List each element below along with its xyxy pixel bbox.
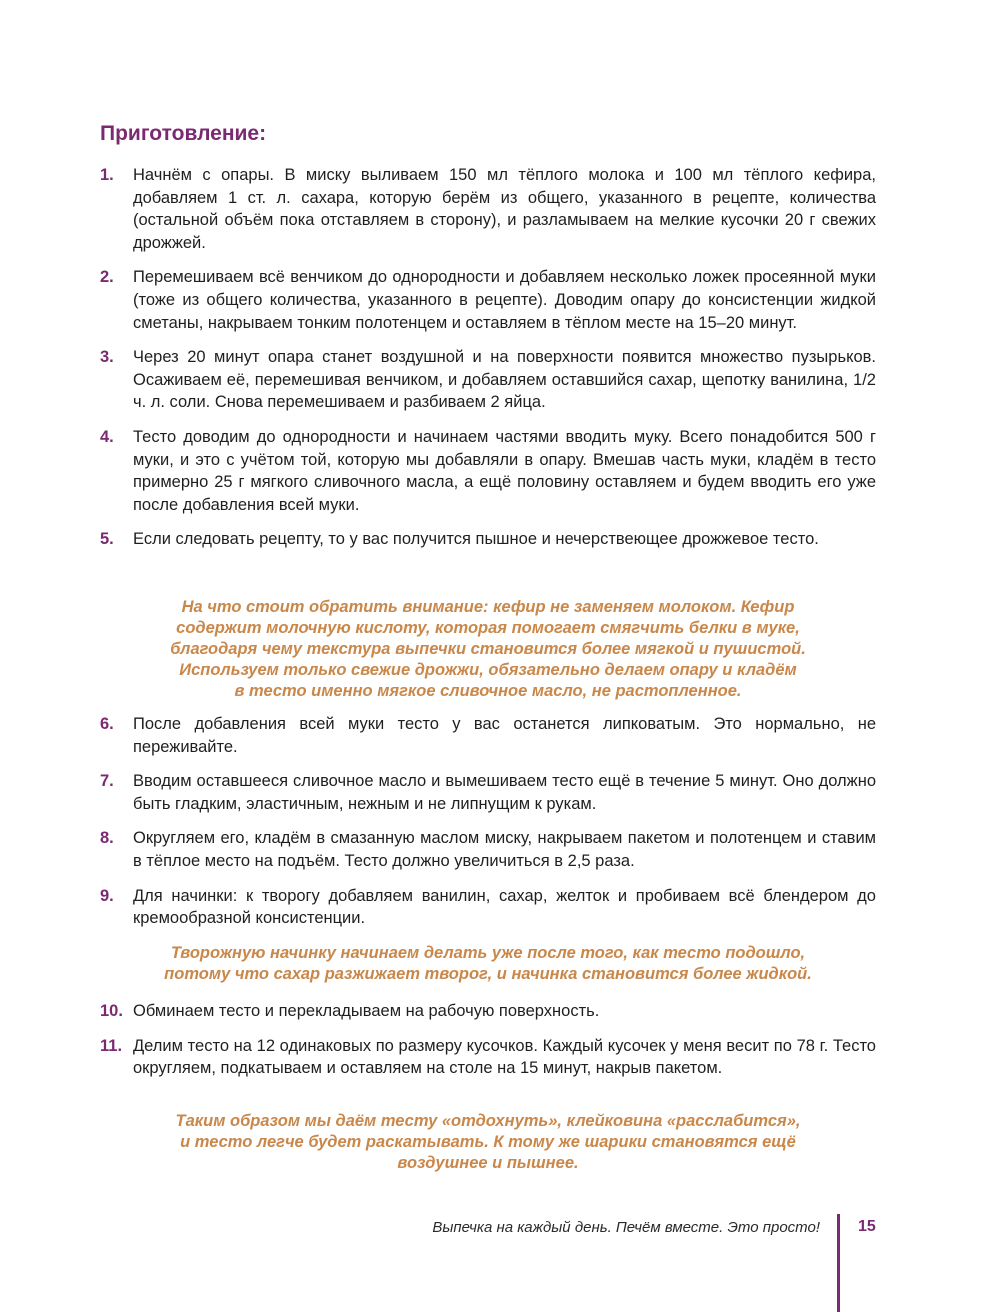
- step-8: [100, 827, 876, 872]
- steps-list: [100, 713, 876, 930]
- step-number: 4.: [100, 427, 114, 446]
- step-text: Вводим оставшееся сливочное масло и вымешиваем тесто ещё в течение 5 минут. Оно должно быть гладким, эластичным, нежным и не липнущим к рукам.: [133, 772, 876, 813]
- tip-line: воздушнее и пышнее.: [397, 1154, 579, 1172]
- steps-list: [100, 164, 876, 551]
- footer-divider: [837, 1214, 840, 1312]
- tip-line: в тесто именно мягкое сливочное масло, не растопленное.: [234, 682, 742, 700]
- step-text: Округляем его, кладём в смазанную маслом миску, накрываем пакетом и полотенцем и ставим в тёплое место на подъём. Тесто должно увеличиться в 2,5 раза.: [133, 829, 876, 870]
- tip-line: На что стоит обратить внимание: кефир не заменяем молоком. Кефир: [181, 598, 795, 616]
- step-text: Обминаем тесто и перекладываем на рабочую поверхность.: [133, 1002, 600, 1020]
- steps-list: [100, 1000, 876, 1080]
- tip-line: потому что сахар разжижает творог, и начинка становится более жидкой.: [164, 965, 812, 983]
- step-text: Делим тесто на 12 одинаковых по размеру кусочков. Каждый кусочек у меня весит по 78 г. Тесто округляем, подкатываем и оставляем на столе на 15 минут, накрыв пакетом.: [133, 1036, 876, 1078]
- tip-line: Таким образом мы даём тесту «отдохнуть», клейковина «расслабится»,: [175, 1112, 801, 1130]
- step-3: [100, 346, 876, 414]
- tip-line: и тесто легче будет раскатывать. К тому же шарики становятся ещё: [180, 1133, 796, 1151]
- step-number: 6.: [100, 715, 114, 733]
- step-number: 1.: [100, 166, 114, 184]
- step-text: Для начинки: к творогу добавляем ванилин, сахар, желток и пробиваем всё блендером до кремообразной консистенции.: [133, 886, 876, 928]
- step-number: 10.: [100, 1002, 123, 1020]
- step-10: [100, 1000, 876, 1023]
- tip-callout-1: [118, 597, 858, 702]
- tip-line: содержит молочную кислоту, которая помогает смягчить белки в муке,: [176, 619, 800, 637]
- step-text: Если следовать рецепту, то у вас получится пышное и нечерствеющее дрожжевое тесто.: [133, 530, 819, 549]
- step-text: Через 20 минут опара станет воздушной и на поверхности появится множество пузырьков. Осаживаем её, перемешивая венчиком, и добавляем оставшийся сахар, щепотку ванилина, 1/2 ч. л. соли. Снова перемешиваем и разбиваем 2 яйца.: [133, 348, 876, 412]
- step-number: 5.: [100, 530, 114, 549]
- step-number: 9.: [100, 886, 114, 905]
- tip-line: Используем только свежие дрожжи, обязательно делаем опару и кладём: [179, 661, 797, 679]
- step-number: 8.: [100, 829, 114, 848]
- step-4: [100, 426, 876, 516]
- step-number: 7.: [100, 772, 114, 791]
- tip-callout-2: [118, 943, 858, 985]
- footer-book-title: Выпечка на каждый день. Печём вместе. Это просто!: [432, 1219, 820, 1236]
- tip-line: Творожную начинку начинаем делать уже после того, как тесто подошло,: [170, 944, 806, 962]
- step-text: После добавления всей муки тесто у вас останется липковатым. Это нормально, не переживайте.: [133, 715, 876, 756]
- step-number: 3.: [100, 348, 114, 367]
- step-text: Начнём с опары. В миску выливаем 150 мл тёплого молока и 100 мл тёплого кефира, добавляем 1 ст. л. сахара, которую берём из общего, указанного в рецепте, количества (остальной объём пока отставляем в сторону), и разламываем на мелкие кусочки 20 г свежих дрожжей.: [133, 166, 876, 252]
- tip-callout-3: [118, 1111, 858, 1174]
- step-number: 11.: [100, 1036, 123, 1055]
- step-7: [100, 770, 876, 815]
- step-text: Тесто доводим до однородности и начинаем частями вводить муку. Всего понадобится 500 г муки, и это с учётом той, которую мы добавляли в опару. Вмешав часть муки, кладём в тесто примерно 25 г мягкого сливочного масла, а ещё половину оставляем и будем вводить его уже после добавления всей муки.: [133, 427, 876, 514]
- section-title: Приготовление:: [100, 122, 267, 145]
- step-2: [100, 266, 876, 334]
- tip-line: благодаря чему текстура выпечки становится более мягкой и пушистой.: [170, 640, 806, 658]
- step-5: [100, 528, 876, 551]
- page-number: 15: [858, 1218, 876, 1235]
- step-1: [100, 164, 876, 254]
- step-6: [100, 713, 876, 758]
- step-text: Перемешиваем всё венчиком до однородности и добавляем несколько ложек просеянной муки (тоже из общего количества, указанного в рецепте). Доводим опару до консистенции жидкой сметаны, накрываем тонким полотенцем и оставляем в тёплом месте на 15–20 минут.: [133, 268, 876, 332]
- step-11: [100, 1035, 876, 1080]
- step-number: 2.: [100, 268, 114, 287]
- step-9: [100, 885, 876, 930]
